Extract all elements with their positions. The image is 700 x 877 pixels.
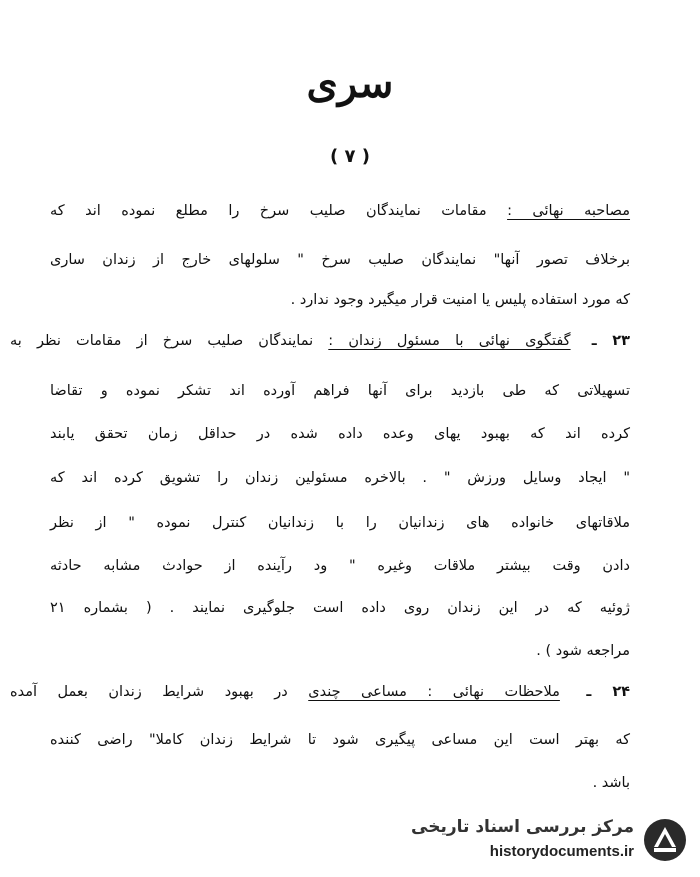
item-number-24: ۲۴ ـ — [586, 684, 631, 700]
paragraph-line-3: که مورد استفاده پلیس یا امنیت قرار میگیرد وجود ندارد . — [290, 292, 630, 308]
paragraph-line-13: که بهتر است این مساعی پیگیری شود تا شرایط زندان کاملا" راضی کننده — [50, 732, 630, 748]
paragraph-line-8: ملاقاتهای خانواده های زندانیان را با زندانیان کنترل نموده " از نظر — [50, 515, 630, 531]
line-text: مقامات نمایندگان صلیب سرخ را مطلع نموده اند که — [50, 203, 487, 219]
paragraph-line-12 — [10, 684, 630, 700]
paragraph-line-6: کرده اند که بهبود یهای وعده داده شده در حداقل زمان تحقق یابند — [50, 426, 630, 442]
archive-logo-icon — [642, 817, 688, 863]
paragraph-line-2: برخلاف تصور آنها" نمایندگان صلیب سرخ " سلولهای خارج از زندان ساری — [50, 252, 630, 268]
line-text: در بهبود شرایط زندان بعمل آمده — [10, 684, 288, 700]
paragraph-line-5: تسهیلاتی که طی بازدید برای آنها فراهم آورده اند تشکر نموده و تقاضا — [50, 383, 630, 399]
item-number-23: ۲۳ ـ — [591, 333, 630, 349]
paragraph-line-9: دادن وقت بیشتر ملاقات وغیره " ود رآینده از حوادث مشابه حادثه — [50, 558, 630, 574]
watermark — [398, 815, 688, 871]
paragraph-line-11: مراجعه شود ) . — [536, 643, 630, 659]
watermark-title: مرکز بررسی اسناد تاریخی — [411, 817, 634, 837]
paragraph-line-10: ژوئیه که در این زندان روی داده است جلوگیری نمایند . ( بشماره ۲۱ — [50, 600, 630, 616]
section-heading-prison-official: گفتگوی نهائی با مسئول زندان : — [328, 333, 571, 349]
paragraph-line-7: " ایجاد وسایل ورزش " . بالاخره مسئولین زندان را تشویق کرده اند که — [50, 470, 630, 486]
paragraph-line-4 — [10, 333, 630, 349]
line-text: نمایندگان صلیب سرخ از مقامات نظر به — [10, 333, 314, 349]
page-number: ( ۷ ) — [330, 146, 370, 167]
paragraph-line-1 — [50, 203, 630, 219]
watermark-url: historydocuments.ir — [489, 843, 634, 860]
document-title: سری — [306, 60, 394, 107]
section-heading-final-remarks: ملاحظات نهائی : مساعی چندی — [308, 684, 560, 700]
paragraph-line-14: باشد . — [592, 775, 630, 791]
section-heading-interview: مصاحبه نهائی : — [507, 203, 631, 219]
